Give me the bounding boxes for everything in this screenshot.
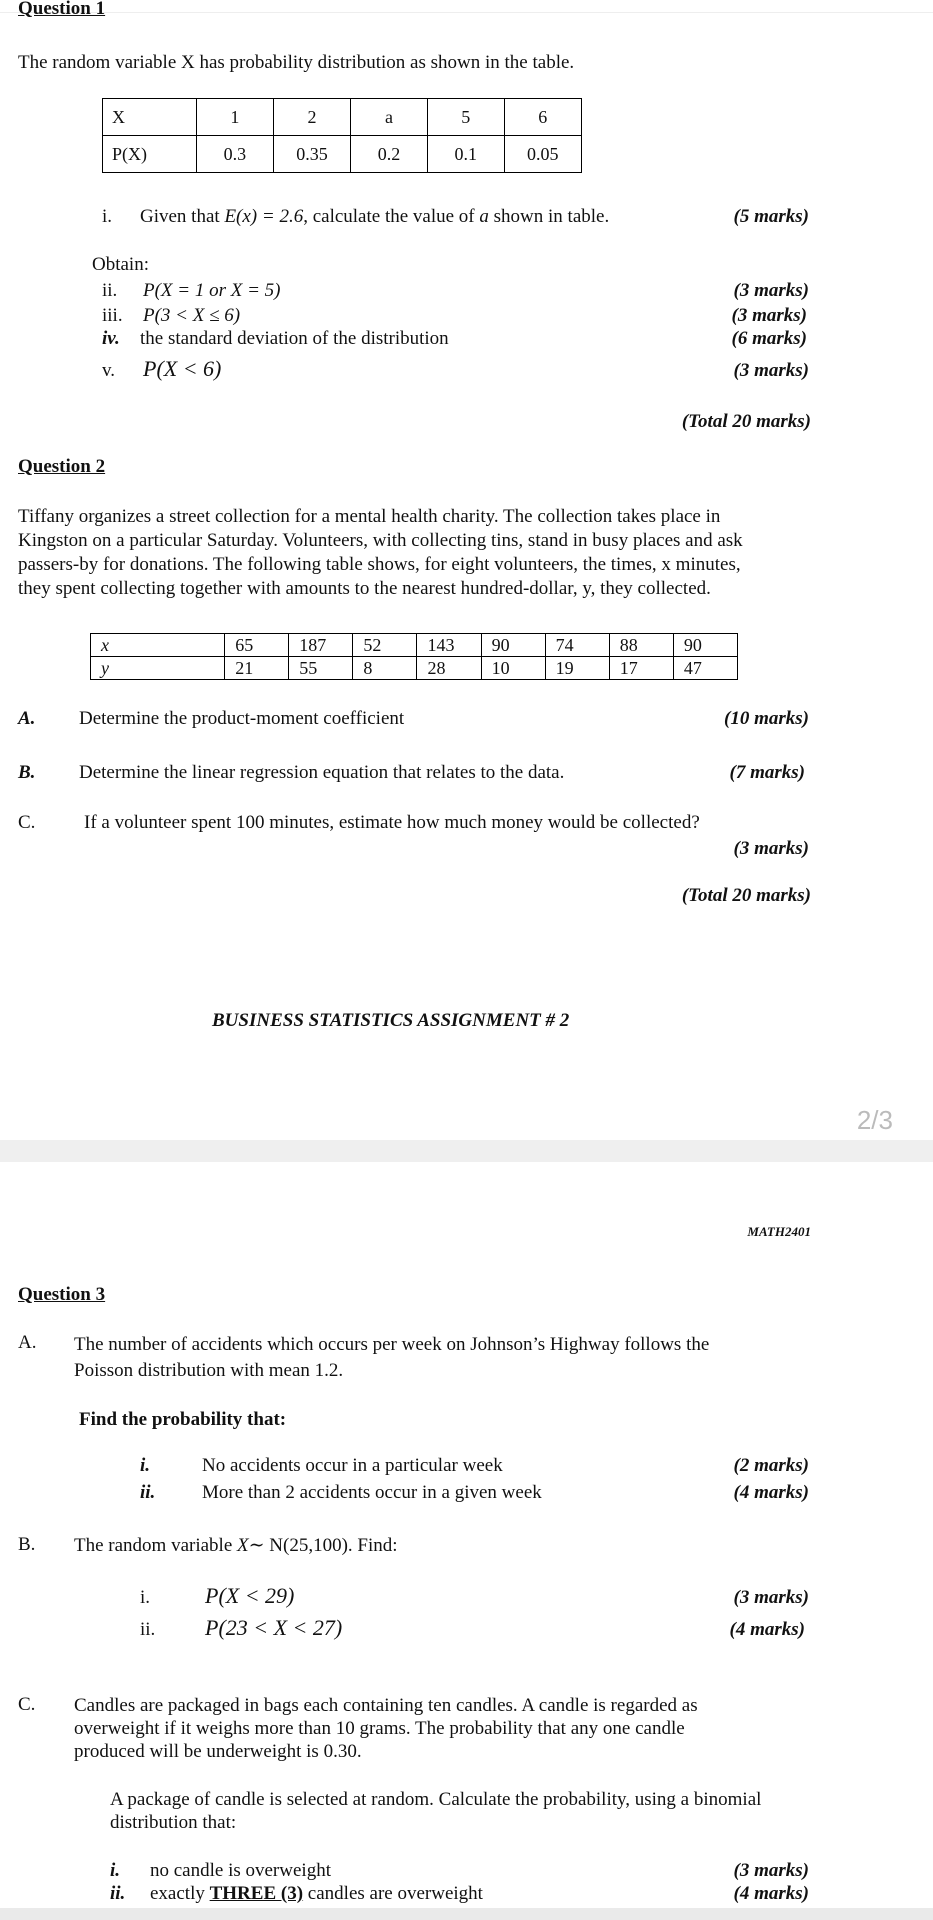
q3-b-i-expr: P(X < 29) <box>205 1583 295 1608</box>
paragraph-line: they spent collecting together with amounts to the nearest hundred-dollar, y, they collected. <box>18 578 711 599</box>
paragraph-line: Candles are packaged in bags each containing ten candles. A candle is regarded as <box>74 1695 698 1716</box>
q1-part-iv-number: iv. <box>102 328 120 349</box>
q3-c-i-number: i. <box>110 1860 121 1881</box>
text-fragment: candles are overweight <box>303 1883 483 1904</box>
q2-part-b-marks: (7 marks) <box>729 762 805 783</box>
q1-part-ii-number: ii. <box>102 280 118 301</box>
table-cell: 6 <box>504 99 581 136</box>
q2-total-marks: (Total 20 marks) <box>681 885 811 906</box>
q1-part-iv-marks: (6 marks) <box>731 328 807 349</box>
probability-distribution-table <box>102 98 582 173</box>
paragraph-line: distribution that: <box>110 1812 237 1833</box>
q2-part-a-text: Determine the product-moment coefficient <box>79 708 405 729</box>
text-fragment: Given that <box>140 206 225 227</box>
paragraph-line: produced will be underweight is 0.30. <box>74 1741 362 1762</box>
table-cell: 0.05 <box>504 136 581 173</box>
table-cell: 0.1 <box>427 136 504 173</box>
volunteer-data-table <box>90 633 738 680</box>
table-cell: 0.35 <box>273 136 350 173</box>
q3-a-i-marks: (2 marks) <box>733 1455 809 1476</box>
page-bottom-edge <box>0 1908 933 1920</box>
q3-part-c-label: C. <box>18 1694 36 1715</box>
q1-part-v-marks: (3 marks) <box>733 360 809 381</box>
text-fragment: The random variable <box>74 1535 238 1556</box>
table-cell: P(X) <box>103 136 197 173</box>
question-3-title: Question 3 <box>18 1284 106 1305</box>
page-break-gap <box>0 1140 933 1162</box>
table-cell: 19 <box>545 657 609 680</box>
table-cell: 5 <box>427 99 504 136</box>
table-cell: 0.3 <box>197 136 274 173</box>
q2-part-a-marks: (10 marks) <box>724 708 809 729</box>
math-variable: X <box>237 1535 249 1556</box>
question-1-title: Question 1 <box>18 0 106 19</box>
q3-part-a-label: A. <box>18 1332 37 1353</box>
emphasized-count: THREE (3) <box>209 1883 304 1904</box>
table-cell: 0.2 <box>351 136 428 173</box>
assignment-footer-title: BUSINESS STATISTICS ASSIGNMENT # 2 <box>212 1010 570 1031</box>
table-cell: 52 <box>353 634 417 657</box>
table-cell: a <box>351 99 428 136</box>
q2-part-b-label: B. <box>18 762 36 783</box>
q3-a-i-text: No accidents occur in a particular week <box>202 1455 503 1476</box>
table-cell: 74 <box>545 634 609 657</box>
table-cell: 10 <box>481 657 545 680</box>
q1-obtain-label: Obtain: <box>92 254 149 275</box>
q3-c-ii-marks: (4 marks) <box>733 1883 809 1904</box>
table-cell: 90 <box>481 634 545 657</box>
q2-part-a-label: A. <box>18 708 36 729</box>
q3-part-b-text <box>74 1534 398 1557</box>
q2-part-c-text: If a volunteer spent 100 minutes, estimate how much money would be collected? <box>84 812 700 833</box>
table-cell: X <box>103 99 197 136</box>
q3-a-ii-marks: (4 marks) <box>733 1482 809 1503</box>
math-expression: E(x) = 2.6 <box>224 206 304 227</box>
table-cell: 1 <box>197 99 274 136</box>
text-fragment: exactly <box>150 1883 210 1904</box>
q1-part-ii-expr: P(X = 1 or X = 5) <box>143 280 281 301</box>
table-cell: 8 <box>353 657 417 680</box>
table-cell: 88 <box>609 634 673 657</box>
q3-part-a-text <box>74 1332 709 1384</box>
table-cell: 90 <box>673 634 737 657</box>
paragraph-line: The number of accidents which occurs per week on Johnson’s Highway follows the <box>74 1334 710 1355</box>
text-fragment: shown in table. <box>488 206 610 227</box>
q1-part-v-expr: P(X < 6) <box>143 356 222 381</box>
q3-part-c-text <box>74 1694 698 1763</box>
table-cell: 2 <box>273 99 350 136</box>
table-cell: 47 <box>673 657 737 680</box>
q1-part-i-number: i. <box>102 206 113 227</box>
q1-part-iii-expr: P(3 < X ≤ 6) <box>143 305 241 326</box>
q3-find-heading: Find the probability that: <box>79 1409 287 1430</box>
paragraph-line: Tiffany organizes a street collection for a mental health charity. The collection takes place in <box>18 506 721 527</box>
table-cell: 55 <box>289 657 353 680</box>
question-2-title: Question 2 <box>18 456 106 477</box>
table-cell: 28 <box>417 657 481 680</box>
paragraph-line: Poisson distribution with mean 1.2. <box>74 1360 344 1381</box>
q1-part-v-number: v. <box>102 360 116 381</box>
q3-part-b-label: B. <box>18 1534 36 1555</box>
paragraph-line: passers-by for donations. The following table shows, for eight volunteers, the times, x minutes, <box>18 554 741 575</box>
paragraph-line: Kingston on a particular Saturday. Volunteers, with collecting tins, stand in busy places and ask <box>18 530 743 551</box>
q3-c-ii-text <box>150 1883 483 1905</box>
table-cell: 17 <box>609 657 673 680</box>
page-indicator: 2/3 <box>856 1105 893 1135</box>
q3-a-ii-number: ii. <box>140 1482 156 1503</box>
q3-b-ii-expr: P(23 < X < 27) <box>205 1615 343 1640</box>
text-fragment: , calculate the value of <box>303 206 480 227</box>
table-cell: 21 <box>225 657 289 680</box>
q3-c-i-marks: (3 marks) <box>733 1860 809 1881</box>
q2-part-c-label: C. <box>18 812 36 833</box>
q1-total-marks: (Total 20 marks) <box>681 411 811 432</box>
q1-part-i-marks: (5 marks) <box>733 206 809 227</box>
q2-paragraph <box>18 505 743 601</box>
q3-a-i-number: i. <box>140 1455 151 1476</box>
q3-part-c-subtext <box>110 1788 761 1834</box>
q3-b-i-marks: (3 marks) <box>733 1587 809 1608</box>
q1-part-iv-text: the standard deviation of the distribution <box>140 328 449 349</box>
text-fragment: ∼ N(25,100). Find: <box>248 1535 398 1556</box>
q1-part-i-text <box>140 206 609 228</box>
paragraph-line: overweight if it weighs more than 10 grams. The probability that any one candle <box>74 1718 685 1739</box>
table-cell: 65 <box>225 634 289 657</box>
q2-part-c-marks: (3 marks) <box>733 838 809 859</box>
q1-part-iii-marks: (3 marks) <box>731 305 807 326</box>
q1-part-iii-number: iii. <box>102 305 123 326</box>
table-cell: x <box>91 634 225 657</box>
q3-b-ii-number: ii. <box>140 1619 156 1640</box>
q3-b-i-number: i. <box>140 1587 151 1608</box>
q3-c-ii-number: ii. <box>110 1883 126 1904</box>
q1-part-ii-marks: (3 marks) <box>733 280 809 301</box>
q3-a-ii-text: More than 2 accidents occur in a given week <box>202 1482 542 1503</box>
page-top-edge <box>0 12 933 13</box>
paragraph-line: A package of candle is selected at random. Calculate the probability, using a binomial <box>110 1789 762 1810</box>
q2-part-b-text: Determine the linear regression equation that relates to the data. <box>79 762 565 783</box>
table-cell: y <box>91 657 225 680</box>
q3-b-ii-marks: (4 marks) <box>729 1619 805 1640</box>
table-cell: 143 <box>417 634 481 657</box>
q3-c-i-text: no candle is overweight <box>150 1860 331 1881</box>
table-cell: 187 <box>289 634 353 657</box>
course-code: MATH2401 <box>747 1224 811 1239</box>
math-variable: a <box>479 206 489 227</box>
q1-intro: The random variable X has probability distribution as shown in the table. <box>18 52 575 73</box>
